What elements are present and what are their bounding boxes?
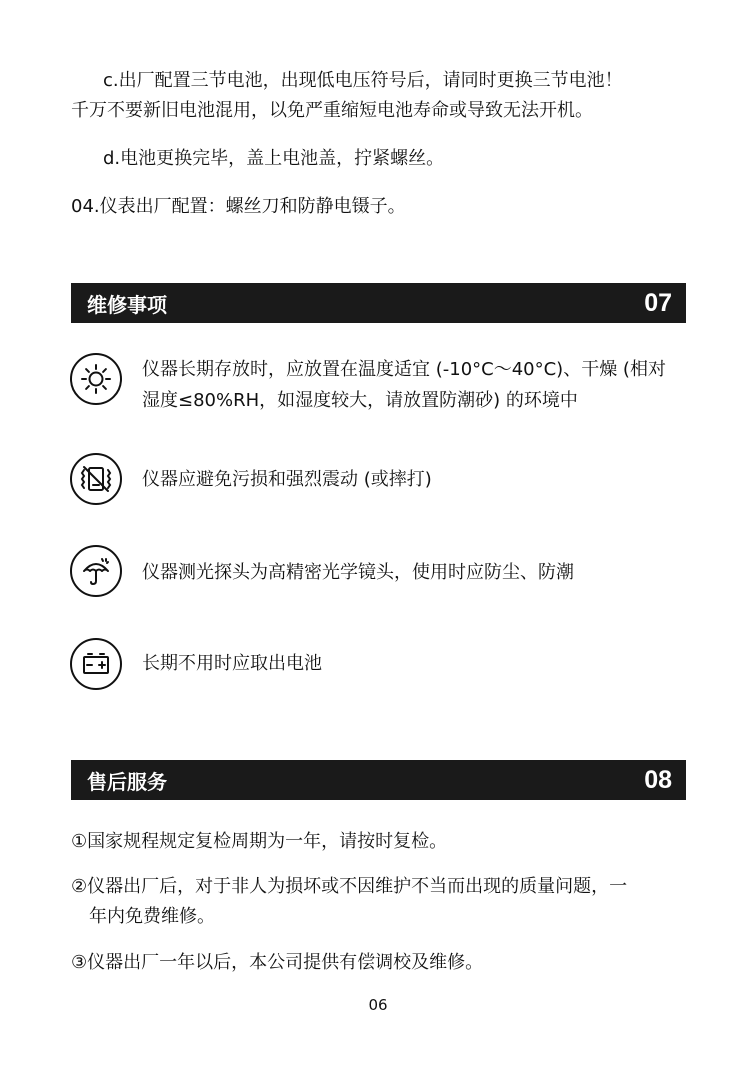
service-item-2-line2: 年内免费维修。 [89, 906, 215, 927]
maintenance-item-vibration [142, 464, 432, 495]
section-number: 07 [644, 288, 672, 317]
maintenance-item-optics [142, 557, 574, 588]
battery-note-d: d.电池更换完毕，盖上电池盖，拧紧螺丝。 [103, 148, 445, 169]
umbrella-icon [70, 545, 122, 597]
page-number: 06 [368, 996, 388, 1014]
maintenance-item-storage-line2: 湿度≤80%RH，如湿度较大，请放置防潮砂) 的环境中 [142, 390, 578, 411]
maintenance-item-optics-line1: 仪器测光探头为高精密光学镜头，使用时应防尘、防潮 [142, 562, 574, 583]
service-item-2-line1: ②仪器出厂后，对于非人为损坏或不因维护不当而出现的质量问题，一 [71, 876, 628, 897]
maintenance-item-vibration-line1: 仪器应避免污损和强烈震动 (或摔打) [142, 469, 432, 490]
service-item-1: ①国家规程规定复检周期为一年，请按时复检。 [71, 831, 448, 852]
item-04-accessories: 04.仪表出厂配置：螺丝刀和防静电镊子。 [71, 196, 406, 217]
no-vibration-icon [70, 453, 122, 505]
battery-note-c-line1: c.出厂配置三节电池，出现低电压符号后，请同时更换三节电池！ [103, 70, 623, 91]
maintenance-item-battery-line1: 长期不用时应取出电池 [142, 653, 322, 674]
battery-icon [70, 638, 122, 690]
section-header-maintenance [71, 283, 686, 323]
maintenance-item-storage-line1: 仪器长期存放时，应放置在温度适宜 (-10°C～40°C)、干燥 (相对 [142, 359, 666, 380]
maintenance-item-battery [142, 648, 322, 679]
section-title: 售后服务 [87, 769, 167, 794]
battery-note-c-line2: 千万不要新旧电池混用，以免严重缩短电池寿命或导致无法开机。 [71, 100, 593, 121]
section-number: 08 [644, 765, 672, 794]
section-title: 维修事项 [87, 292, 167, 317]
section-header-service [71, 760, 686, 800]
service-item-3: ③仪器出厂一年以后，本公司提供有偿调校及维修。 [71, 952, 484, 973]
maintenance-item-storage [142, 354, 666, 416]
sun-icon [70, 353, 122, 405]
